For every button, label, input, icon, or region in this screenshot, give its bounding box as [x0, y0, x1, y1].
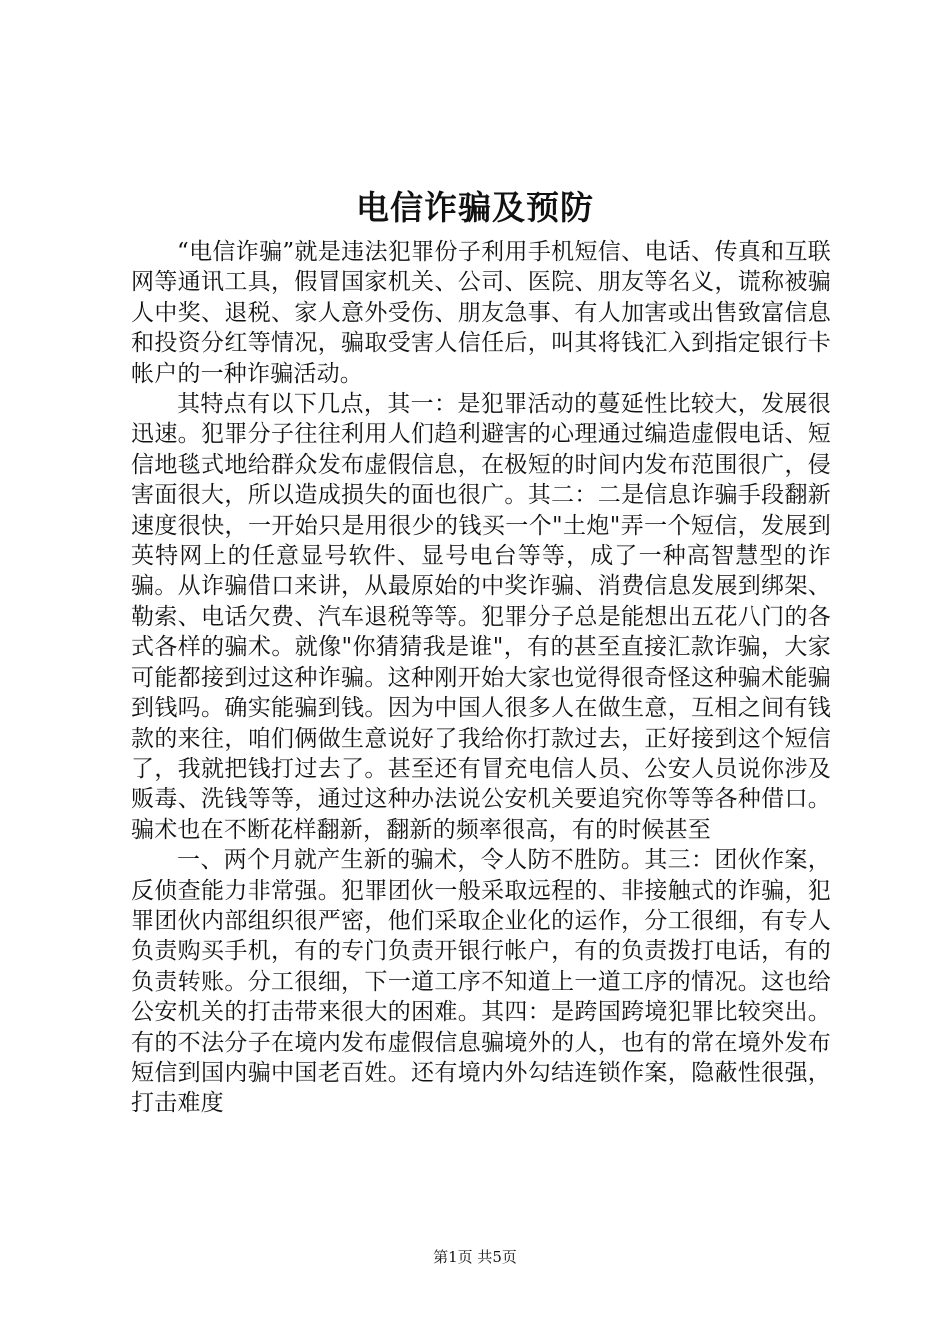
- paragraph-characteristics: 其特点有以下几点，其一：是犯罪活动的蔓延性比较大，发展很迅速。犯罪分子往往利用人们趋利避害的心理通过编造虚假电话、短信地毯式地给群众发布虚假信息，在极短的时间内发布范围很广，侵害面很大，所以造成损失的面也很广。其二：二是信息诈骗手段翻新速度很快，一开始只是用很少的钱买一个"土炮"弄一个短信，发展到英特网上的任意显号软件、显号电台等等，成了一种高智慧型的诈骗。从诈骗借口来讲，从最原始的中奖诈骗、消费信息发展到绑架、勒索、电话欠费、汽车退税等等。犯罪分子总是能想出五花八门的各式各样的骗术。就像"你猜猜我是谁"，有的甚至直接汇款诈骗，大家可能都接到过这种诈骗。这种刚开始大家也觉得很奇怪这种骗术能骗到钱吗。确实能骗到钱。因为中国人很多人在做生意，互相之间有钱款的来往，咱们俩做生意说好了我给你打款过去，正好接到这个短信了，我就把钱打过去了。甚至还有冒充电信人员、公安人员说你涉及贩毒、洗钱等等，通过这种办法说公安机关要追究你等等各种借口。骗术也在不断花样翻新，翻新的频率很高，有的时候甚至: [131, 391, 831, 843]
- document-title: 电信诈骗及预防: [356, 188, 594, 227]
- paragraph-definition: “电信诈骗”就是违法犯罪份子利用手机短信、电话、传真和互联网等通讯工具，假冒国家机关、公司、医院、朋友等名义，谎称被骗人中奖、退税、家人意外受伤、朋友急事、有人加害或出售致富信息和投资分红等情况，骗取受害人信任后，叫其将钱汇入到指定银行卡帐户的一种诈骗活动。: [131, 239, 831, 387]
- page-number-footer: 第1页 共5页: [433, 1248, 517, 1266]
- paragraph-continuation: 一、两个月就产生新的骗术，令人防不胜防。其三：团伙作案，反侦查能力非常强。犯罪团伙一般采取远程的、非接触式的诈骗，犯罪团伙内部组织很严密，他们采取企业化的运作，分工很细，有专人负责购买手机，有的专门负责开银行帐户，有的负责拨打电话，有的负责转账。分工很细，下一道工序不知道上一道工序的情况。这也给公安机关的打击带来很大的困难。其四：是跨国跨境犯罪比较突出。有的不法分子在境内发布虚假信息骗境外的人，也有的常在境外发布短信到国内骗中国老百姓。还有境内外勾结连锁作案，隐蔽性很强，打击难度: [131, 847, 831, 1117]
- document-body: [131, 237, 831, 1119]
